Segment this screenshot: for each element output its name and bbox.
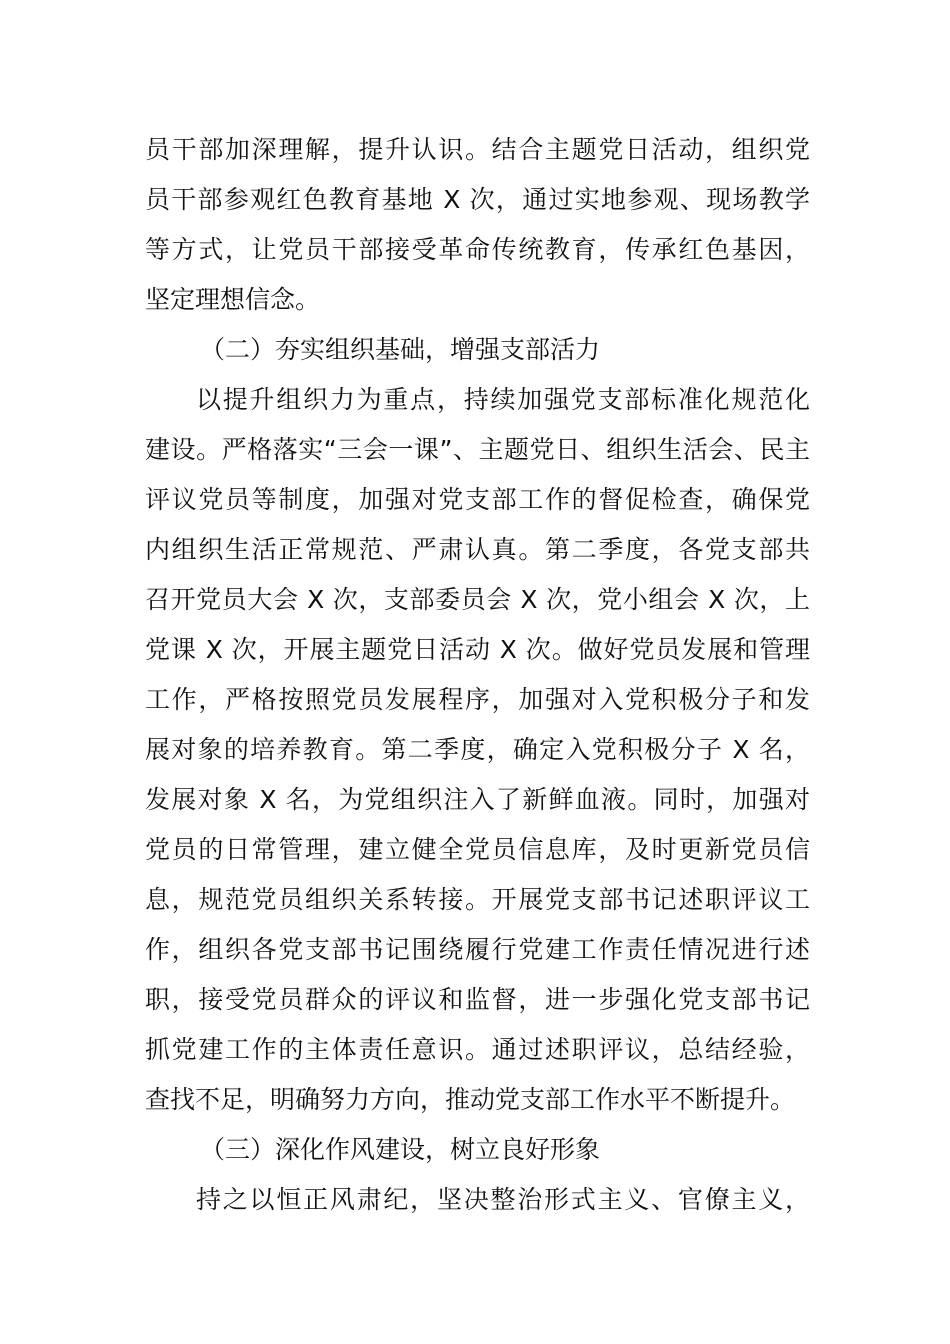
paragraph-first-line: 持之以恒正风肃纪，坚决整治形式主义、官僚主义，: [196, 1185, 810, 1214]
text-line: 党员的日常管理，建立健全党员信息库，及时更新党员信: [145, 835, 810, 864]
text-line: 召开党员大会 X 次，支部委员会 X 次，党小组会 X 次，上: [145, 585, 810, 614]
text-line: 员干部参观红色教育基地 X 次，通过实地参观、现场教学: [145, 185, 810, 214]
text-line: 发展对象 X 名，为党组织注入了新鲜血液。同时，加强对: [145, 785, 810, 814]
text-line: 坚定理想信念。: [145, 285, 321, 314]
text-line: 工作，严格按照党员发展程序，加强对入党积极分子和发: [145, 685, 810, 714]
text-line: 建设。严格落实“三会一课”、主题党日、组织生活会、民主: [145, 435, 810, 464]
text-line: 查找不足，明确努力方向，推动党支部工作水平不断提升。: [145, 1085, 796, 1114]
section-heading: （三）深化作风建设，树立良好形象: [200, 1135, 601, 1164]
text-line: 职，接受党员群众的评议和监督，进一步强化党支部书记: [145, 985, 810, 1014]
text-line: 展对象的培养教育。第二季度，确定入党积极分子 X 名，: [145, 735, 810, 764]
text-line: 抓党建工作的主体责任意识。通过述职评议，总结经验，: [145, 1035, 810, 1064]
text-line: 息，规范党员组织关系转接。开展党支部书记述职评议工: [145, 885, 810, 914]
paragraph-first-line: 以提升组织力为重点，持续加强党支部标准化规范化: [196, 385, 810, 414]
text-line: 评议党员等制度，加强对党支部工作的督促检查，确保党: [145, 485, 810, 514]
section-heading: （二）夯实组织基础，增强支部活力: [200, 335, 601, 364]
text-line: 党课 X 次，开展主题党日活动 X 次。做好党员发展和管理: [145, 635, 810, 664]
text-line: 内组织生活正常规范、严肃认真。第二季度，各党支部共: [145, 535, 810, 564]
text-line: 等方式，让党员干部接受革命传统教育，传承红色基因，: [145, 235, 810, 264]
text-line: 员干部加深理解，提升认识。结合主题党日活动，组织党: [145, 135, 810, 164]
text-line: 作，组织各党支部书记围绕履行党建工作责任情况进行述: [145, 935, 810, 964]
